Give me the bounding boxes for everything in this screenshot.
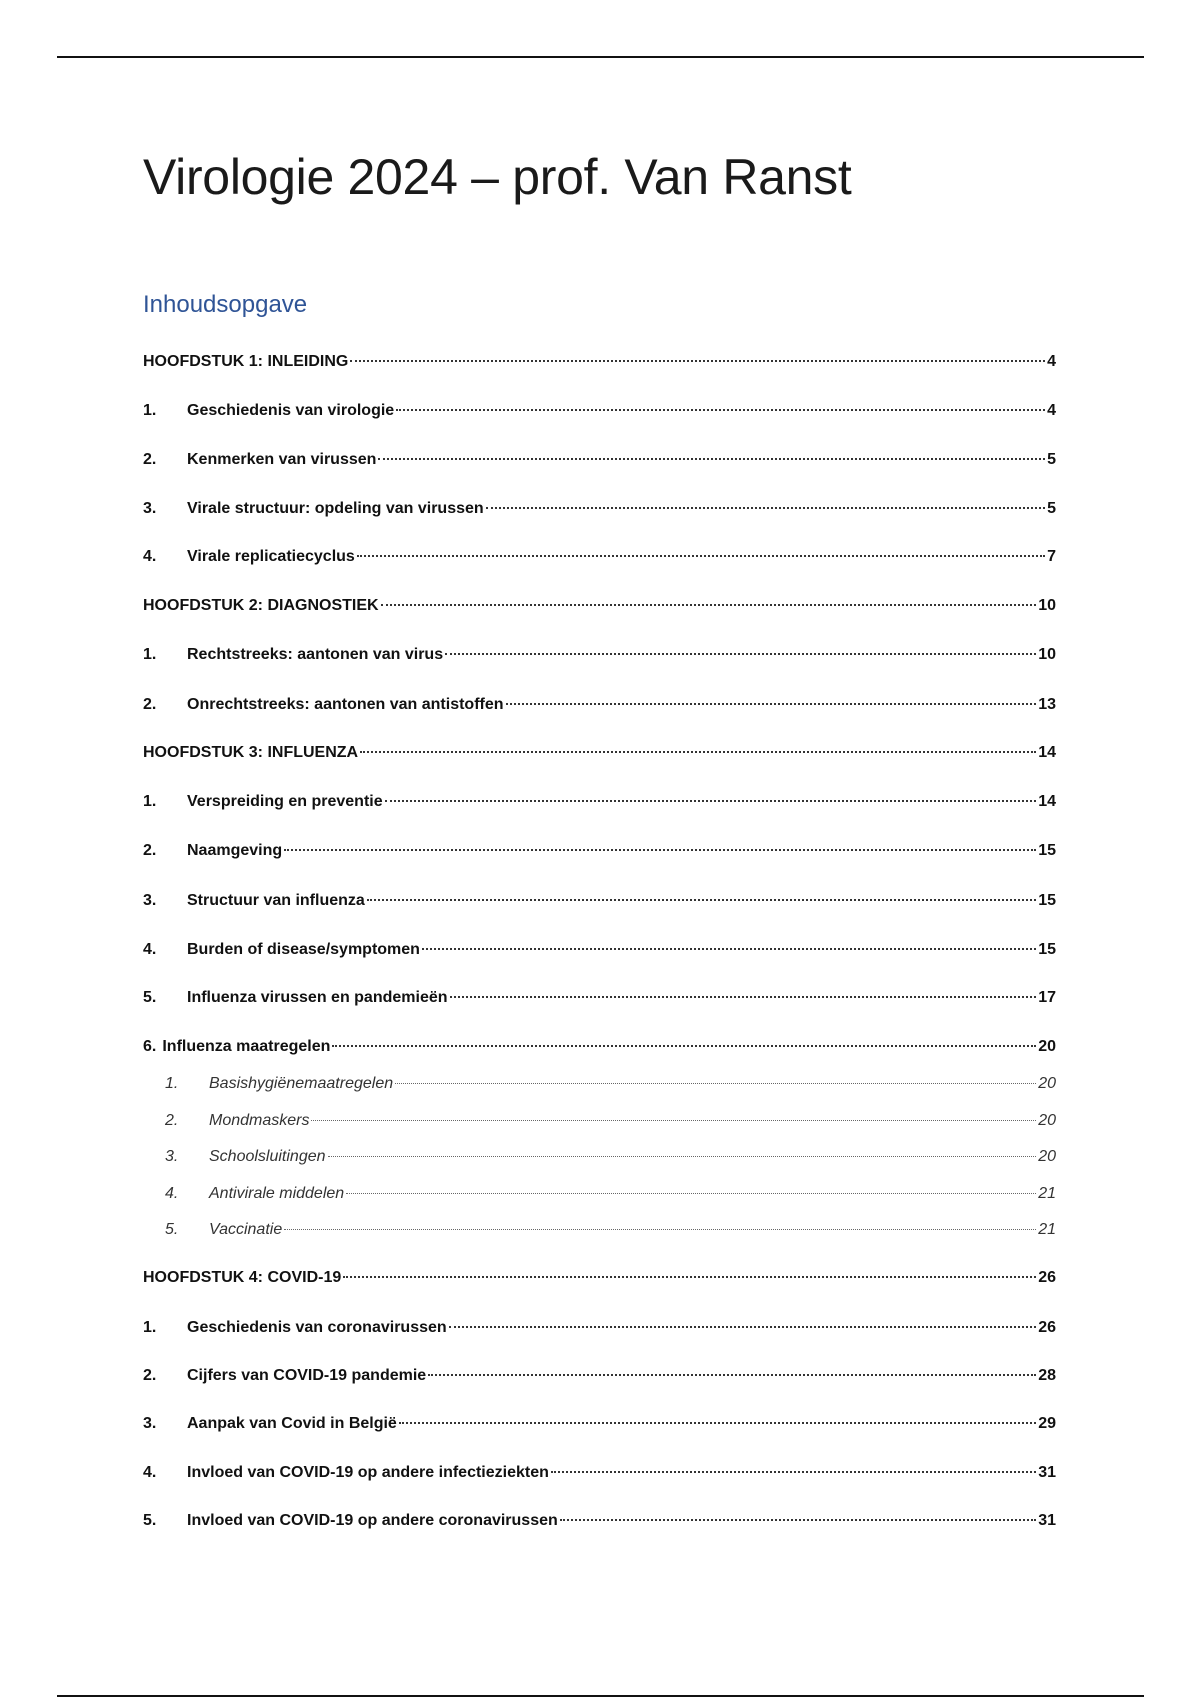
toc-entry-number: 6.	[143, 1038, 157, 1055]
toc-page-number: 20	[1038, 1075, 1056, 1092]
toc-dot-leader	[399, 1422, 1036, 1424]
toc-dot-leader	[560, 1519, 1036, 1521]
toc-entry-label: Virale replicatiecyclus	[187, 548, 355, 565]
toc-section-entry[interactable]	[143, 1365, 1056, 1387]
toc-entry-label: Virale structuur: opdeling van virussen	[187, 500, 484, 517]
toc-entry-label: Burden of disease/symptomen	[187, 941, 420, 958]
toc-entry-number: 1.	[143, 402, 157, 419]
toc-page-number: 31	[1038, 1512, 1056, 1529]
toc-entry-label: HOOFDSTUK 4: COVID-19	[143, 1269, 342, 1286]
toc-entry-label: Vaccinatie	[209, 1221, 283, 1238]
footer-rule	[57, 1695, 1144, 1697]
toc-chapter-entry[interactable]	[143, 742, 1056, 764]
toc-page-number: 26	[1038, 1269, 1056, 1286]
toc-page-number: 10	[1038, 646, 1056, 663]
toc-dot-leader	[328, 1156, 1037, 1157]
toc-section-entry[interactable]	[143, 694, 1056, 716]
toc-section-entry[interactable]	[143, 1462, 1056, 1484]
toc-section-entry[interactable]	[143, 1413, 1056, 1435]
toc-entry-label: Invloed van COVID-19 op andere infectieziekten	[187, 1464, 549, 1481]
toc-entry-number: 1.	[143, 1319, 157, 1336]
toc-dot-leader	[551, 1471, 1036, 1473]
toc-dot-leader	[396, 409, 1045, 411]
toc-page-number: 21	[1038, 1221, 1056, 1238]
toc-entry-number: 1.	[165, 1075, 179, 1092]
toc-entry-label: Schoolsluitingen	[209, 1148, 326, 1165]
toc-page-number: 20	[1038, 1148, 1056, 1165]
toc-entry-number: 4.	[143, 1464, 157, 1481]
toc-entry-number: 3.	[143, 500, 157, 517]
toc-dot-leader	[422, 948, 1036, 950]
toc-section-entry[interactable]	[143, 890, 1056, 912]
toc-entry-label: Naamgeving	[187, 842, 283, 859]
toc-entry-label: Invloed van COVID-19 op andere coronavirussen	[187, 1512, 558, 1529]
toc-entry-number: 4.	[165, 1185, 179, 1202]
toc-entry-label: Onrechtstreeks: aantonen van antistoffen	[187, 696, 504, 713]
toc-section-entry[interactable]	[143, 498, 1056, 520]
toc-dot-leader	[357, 555, 1045, 557]
toc-dot-leader	[445, 653, 1036, 655]
toc-page-number: 4	[1047, 402, 1056, 419]
toc-entry-number: 5.	[143, 1512, 157, 1529]
toc-dot-leader	[284, 1229, 1036, 1230]
toc-entry-number: 2.	[143, 842, 157, 859]
toc-entry-number: 2.	[143, 696, 157, 713]
toc-dot-leader	[506, 703, 1037, 705]
toc-section-entry[interactable]	[143, 1036, 1056, 1058]
toc-dot-leader	[395, 1083, 1036, 1084]
toc-section-entry[interactable]	[143, 939, 1056, 961]
toc-entry-label: HOOFDSTUK 2: DIAGNOSTIEK	[143, 597, 379, 614]
toc-entry-number: 3.	[165, 1148, 179, 1165]
page-title: Virologie 2024 – prof. Van Ranst	[143, 149, 852, 205]
toc-entry-label: Influenza virussen en pandemieën	[187, 989, 448, 1006]
toc-entry-label: Mondmaskers	[209, 1112, 310, 1129]
toc-entry-number: 2.	[143, 1367, 157, 1384]
toc-dot-leader	[360, 751, 1036, 753]
toc-entry-label: HOOFDSTUK 1: INLEIDING	[143, 353, 349, 370]
toc-dot-leader	[428, 1374, 1036, 1376]
toc-entry-number: 2.	[165, 1112, 179, 1129]
toc-entry-label: Verspreiding en preventie	[187, 793, 383, 810]
toc-dot-leader	[385, 800, 1037, 802]
toc-section-entry[interactable]	[143, 400, 1056, 422]
toc-heading: Inhoudsopgave	[143, 291, 308, 318]
toc-entry-number: 4.	[143, 941, 157, 958]
toc-page-number: 14	[1038, 793, 1056, 810]
toc-subsection-entry[interactable]	[143, 1183, 1056, 1205]
toc-page-number: 20	[1038, 1112, 1056, 1129]
toc-dot-leader	[350, 360, 1045, 362]
toc-section-entry[interactable]	[143, 449, 1056, 471]
toc-dot-leader	[332, 1045, 1036, 1047]
toc-entry-number: 1.	[143, 646, 157, 663]
toc-subsection-entry[interactable]	[143, 1073, 1056, 1095]
toc-entry-label: Geschiedenis van virologie	[187, 402, 395, 419]
toc-entry-label: Rechtstreeks: aantonen van virus	[187, 646, 444, 663]
toc-dot-leader	[449, 1326, 1037, 1328]
toc-section-entry[interactable]	[143, 1510, 1056, 1532]
toc-page-number: 20	[1038, 1038, 1056, 1055]
toc-page-number: 5	[1047, 500, 1056, 517]
toc-subsection-entry[interactable]	[143, 1146, 1056, 1168]
toc-page-number: 21	[1038, 1185, 1056, 1202]
toc-entry-number: 4.	[143, 548, 157, 565]
toc-page-number: 28	[1038, 1367, 1056, 1384]
toc-section-entry[interactable]	[143, 987, 1056, 1009]
toc-page-number: 26	[1038, 1319, 1056, 1336]
toc-entry-label: Structuur van influenza	[187, 892, 365, 909]
toc-dot-leader	[343, 1276, 1036, 1278]
toc-entry-number: 2.	[143, 451, 157, 468]
toc-page-number: 4	[1047, 353, 1056, 370]
toc-dot-leader	[378, 458, 1045, 460]
toc-subsection-entry[interactable]	[143, 1219, 1056, 1241]
toc-section-entry[interactable]	[143, 546, 1056, 568]
toc-entry-number: 1.	[143, 793, 157, 810]
header-rule	[57, 56, 1144, 58]
toc-entry-label: Antivirale middelen	[209, 1185, 345, 1202]
toc-entry-label: Influenza maatregelen	[162, 1038, 331, 1055]
toc-page-number: 14	[1038, 744, 1056, 761]
toc-entry-label: Cijfers van COVID-19 pandemie	[187, 1367, 427, 1384]
toc-page-number: 29	[1038, 1415, 1056, 1432]
toc-entry-number: 3.	[143, 892, 157, 909]
toc-entry-label: Aanpak van Covid in België	[187, 1415, 397, 1432]
toc-dot-leader	[381, 604, 1037, 606]
toc-dot-leader	[486, 507, 1045, 509]
toc-page-number: 7	[1047, 548, 1056, 565]
toc-entry-number: 3.	[143, 1415, 157, 1432]
toc-section-entry[interactable]	[143, 644, 1056, 666]
toc-page-number: 10	[1038, 597, 1056, 614]
toc-chapter-entry[interactable]	[143, 1267, 1056, 1289]
toc-page-number: 5	[1047, 451, 1056, 468]
toc-entry-label: HOOFDSTUK 3: INFLUENZA	[143, 744, 359, 761]
toc-page-number: 17	[1038, 989, 1056, 1006]
toc-dot-leader	[346, 1193, 1036, 1194]
toc-entry-label: Geschiedenis van coronavirussen	[187, 1319, 447, 1336]
toc-section-entry[interactable]	[143, 840, 1056, 862]
toc-dot-leader	[284, 849, 1036, 851]
toc-entry-number: 5.	[165, 1221, 179, 1238]
toc-page-number: 15	[1038, 842, 1056, 859]
toc-subsection-entry[interactable]	[143, 1110, 1056, 1132]
toc-dot-leader	[450, 996, 1037, 998]
toc-section-entry[interactable]	[143, 1317, 1056, 1339]
toc-page-number: 15	[1038, 892, 1056, 909]
toc-dot-leader	[311, 1120, 1036, 1121]
toc-page-number: 31	[1038, 1464, 1056, 1481]
toc-chapter-entry[interactable]	[143, 351, 1056, 373]
toc-entry-number: 5.	[143, 989, 157, 1006]
toc-page-number: 15	[1038, 941, 1056, 958]
toc-dot-leader	[367, 899, 1036, 901]
toc-page-number: 13	[1038, 696, 1056, 713]
toc-entry-label: Basishygiënemaatregelen	[209, 1075, 394, 1092]
toc-section-entry[interactable]	[143, 791, 1056, 813]
toc-entry-label: Kenmerken van virussen	[187, 451, 377, 468]
toc-chapter-entry[interactable]	[143, 595, 1056, 617]
